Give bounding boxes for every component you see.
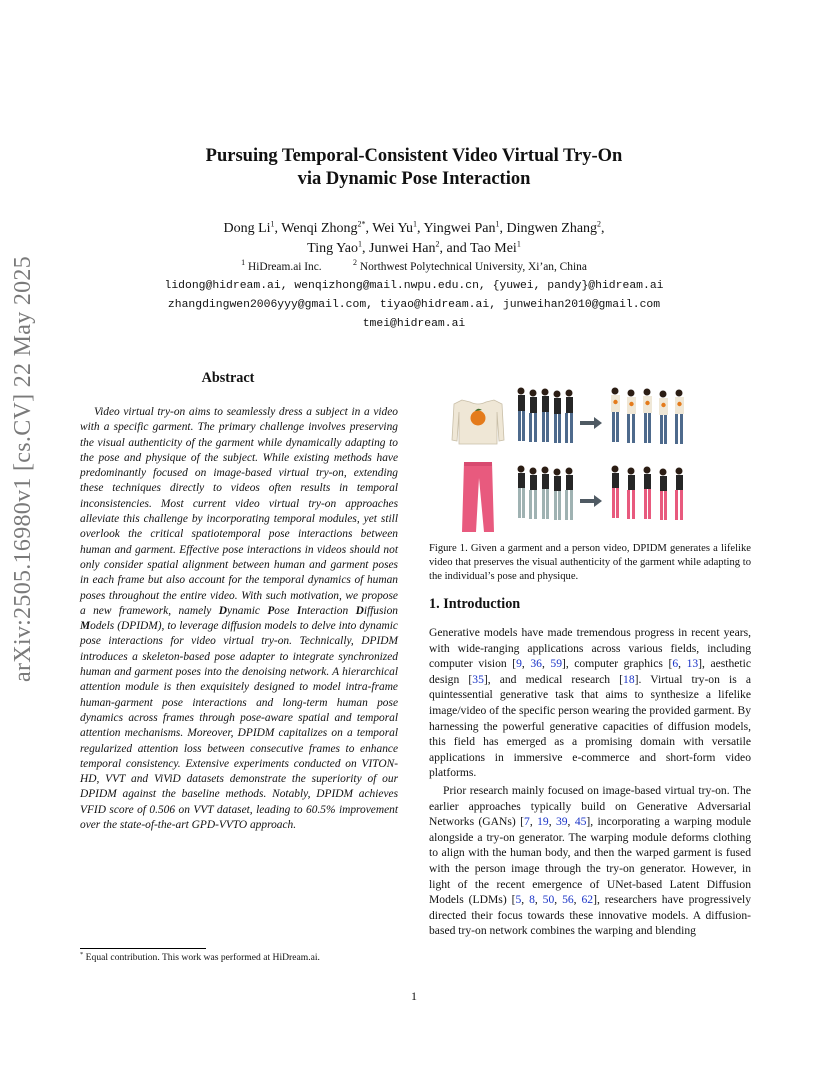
footnote-text: Equal contribution. This work was performed at HiDream.ai. <box>85 952 320 963</box>
source-video-bottom <box>518 466 574 521</box>
abstract-body <box>80 405 398 833</box>
figure-caption: Figure 1. Given a garment and a person video, DPIDM generates a lifelike video that preserves the visual authenticity of the garment while adapting to the individual’s pose and physique. <box>429 543 751 583</box>
title-line-1: Pursuing Temporal-Consistent Video Virtual Try-On <box>205 146 623 166</box>
abstract-heading: Abstract <box>201 370 255 386</box>
title-line-2: via Dynamic Pose Interaction <box>297 169 531 189</box>
arrow-icon <box>580 495 602 507</box>
section-heading-introduction: 1. Introduction <box>429 596 521 612</box>
affiliation: HiDream.ai Inc. <box>247 261 322 273</box>
introduction-body <box>429 625 751 941</box>
arrow-icon <box>580 417 602 429</box>
citation-link[interactable]: 13 <box>686 657 699 671</box>
citation-link[interactable]: 56 <box>562 893 574 907</box>
garment-pants <box>462 462 494 532</box>
citation-link[interactable]: 9 <box>516 657 522 671</box>
email-line[interactable]: lidong@hidream.ai, wenqizhong@mail.nwpu.edu.cn, {yuwei, pandy}@hidream.ai <box>164 280 664 292</box>
author: Junwei Han$^2$, and <box>369 239 470 256</box>
result-video-bottom <box>612 466 684 521</box>
footnote-mark: * <box>80 950 84 958</box>
affiliation: Northwest Polytechnical University, Xi’an, China <box>359 261 587 273</box>
citation-link[interactable]: 7 <box>524 815 530 829</box>
citation-link[interactable]: 50 <box>542 893 555 907</box>
author: Tao Mei$^1$ <box>469 239 521 256</box>
citation-link[interactable]: 5 <box>515 893 522 907</box>
email-line[interactable]: tmei@hidream.ai <box>362 318 466 330</box>
intro-paragraph: Prior research mainly focused on image-based virtual try-on. The earlier approaches typically build on Generative Adversarial Networks (GANs) [7, 19, 39, 45], incorporating a warping module alongside a try-on generator. The warping module deforms clothing to align with the human body, and then the warped garment is fused with the person image through the try-on generator. However, in light of the recent emergence of UNet-based Latent Diffusion Models (LDMs) [5, 8, 50, 56, 62], researchers have progressively directed their focus towards these innovative models. A diffusion-based try-on network combines the warping and blending <box>429 783 752 938</box>
affiliation-mark: 1 <box>241 258 246 268</box>
citation-link[interactable]: 19 <box>537 815 549 829</box>
figure-1 <box>430 380 750 538</box>
author: Ting Yao$^1$, <box>307 239 370 256</box>
citation-link[interactable]: 6 <box>672 657 679 671</box>
author: Wenqi Zhong$^{2*}$, <box>281 219 373 236</box>
paper-title <box>120 145 708 191</box>
intro-paragraph: Generative models have made tremendous progress in recent years, with wide-ranging applications across various fields, including computer vision [9, 36, 59], computer graphics [6, 13], aesthetic design [35], and medical research [18]. Virtual try-on is a quintessential generative task that aims to synthesize a lifelike image/video of the specific person wearing the provided garment. By harnessing the powerful generative capacities of diffusion models, this field has emerged as a promising domain with versatile applications in immersive e-commerce and short-form video platforms. <box>429 626 752 780</box>
author-list <box>120 219 708 259</box>
abstract-paragraph: Video virtual try-on aims to seamlessly dress a subject in a video with a specific garment. The primary challenge involves preserving the visual authenticity of the garment while dynamically adapting to the pose and physique of the subject. While existing methods have predominantly focused on image-based virtual try-on, extending these techniques directly to videos often results in temporal inconsistencies. Most current video virtual try-on approaches alleviate this challenge by incorporating temporal modules, yet still overlook the critical spatiotemporal pose interactions between human and garment. Effective pose interactions in videos should not only consider spatial alignment between human and garment poses in each frame but also account for the temporal dynamics of human poses throughout the entire video. With such motivation, we propose a new framework, namely Dynamic Pose Interaction Diffusion Models (DPIDM), to leverage diffusion models to delve into dynamic pose interactions for video virtual try-on. Technically, DPIDM introduces a skeleton-based pose adapter to integrate synchronized human and garment poses into the denoising network. A hierarchical attention module is then exquisitely designed to model intra-frame human-garment pose interactions and long-term human pose dynamics across frames through pose-aware spatial and temporal attention mechanisms. Moreover, DPIDM capitalizes on a temporal regularized attention loss between consecutive frames to enhance temporal consistency. Extensive experiments conducted on VITON-HD, VVT and ViViD datasets demonstrate the superiority of our DPIDM against the baseline methods. Notably, DPIDM achieves VFID score of 0.506 on VVT dataset, leading to 60.5% improvement over the state-of-the-art GPD-VVTO approach. <box>80 406 398 832</box>
author: Wei Yu$^1$, <box>372 219 424 236</box>
author: Dingwen Zhang$^2$, <box>506 219 605 236</box>
author: Dong Li$^1$, <box>223 219 282 236</box>
citation-link[interactable]: 36 <box>530 657 542 671</box>
result-video-top <box>611 388 684 445</box>
citation-link[interactable]: 45 <box>574 815 587 829</box>
garment-sweater <box>452 400 504 444</box>
citation-link[interactable]: 35 <box>472 672 484 686</box>
citation-link[interactable]: 59 <box>550 657 562 671</box>
footnote-rule <box>80 948 206 949</box>
page-number: 1 <box>411 989 417 1003</box>
arxiv-stamp: arXiv:2505.16980v1 [cs.CV] 22 May 2025 <box>10 255 36 682</box>
citation-link[interactable]: 62 <box>581 893 594 907</box>
affiliations <box>120 258 708 273</box>
footnote <box>80 952 400 963</box>
email-line[interactable]: zhangdingwen2006yyy@gmail.com, tiyao@hidream.ai, junweihan2010@gmail.com <box>167 299 661 311</box>
source-video-top <box>518 388 574 444</box>
affiliation-mark: 2 <box>353 258 357 268</box>
author: Yingwei Pan$^1$, <box>423 219 507 236</box>
citation-link[interactable]: 18 <box>623 672 635 686</box>
citation-link[interactable]: 39 <box>555 815 568 829</box>
citation-link[interactable]: 8 <box>529 893 535 907</box>
